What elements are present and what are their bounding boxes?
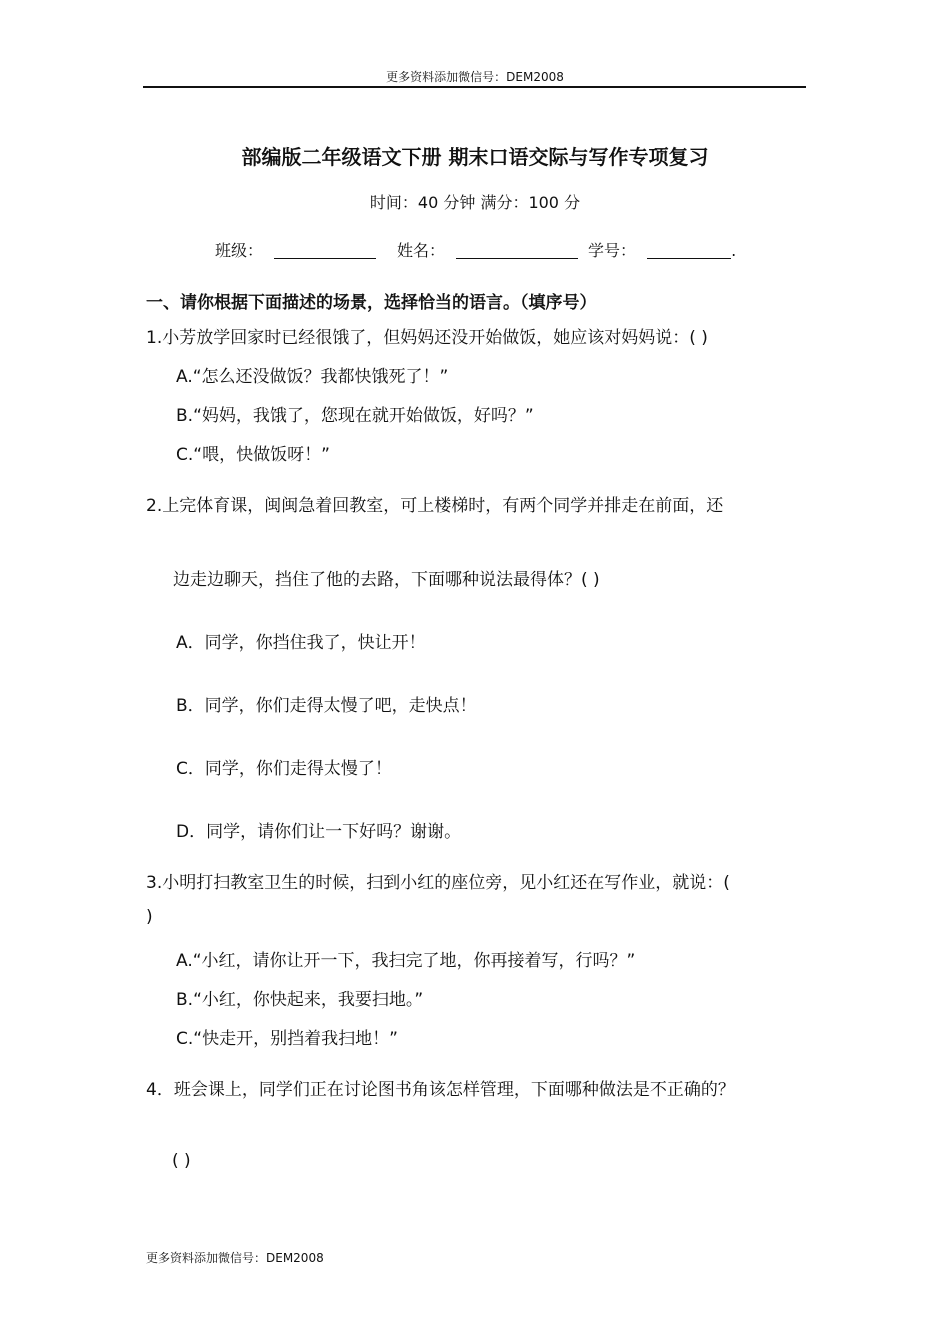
info-end-mark: . (731, 241, 737, 260)
student-info-id (588, 238, 736, 261)
question-4-answer-blank: ( ) (172, 1151, 191, 1171)
name-blank[interactable] (456, 242, 578, 259)
class-blank[interactable] (274, 242, 376, 259)
question-2-option-a: A．同学，你挡住我了，快让开！ (176, 633, 426, 653)
question-3-option-b: B.“小红，你快起来，我要扫地。” (176, 990, 424, 1010)
question-3-option-a: A.“小红，请你让开一下，我扫完了地，你再接着写，行吗？” (176, 951, 636, 971)
question-2-option-d: D．同学，请你们让一下好吗？谢谢。 (176, 822, 462, 842)
question-4-stem: 4．班会课上，同学们正在讨论图书角该怎样管理，下面哪种做法是不正确的？ (146, 1080, 735, 1100)
question-1-option-b: B.“妈妈，我饿了，您现在就开始做饭，好吗？” (176, 406, 534, 426)
exam-time-score: 时间：40 分钟 满分：100 分 (369, 193, 581, 212)
question-3-option-c: C.“快走开，别挡着我扫地！” (176, 1029, 398, 1049)
section-1-title: 一、请你根据下面描述的场景，选择恰当的语言。（填序号） (146, 293, 597, 313)
question-2-option-b: B．同学，你们走得太慢了吧，走快点！ (176, 696, 477, 716)
class-label: 班级： (215, 241, 264, 260)
page-header: 更多资料添加微信号：DEM2008 (386, 70, 564, 84)
question-2-stem-line-1: 2.上完体育课，闽闽急着回教室，可上楼梯时，有两个同学并排走在前面，还 (146, 496, 724, 516)
question-2-option-c: C．同学，你们走得太慢了！ (176, 759, 392, 779)
question-2-stem-line-2: 边走边聊天，挡住了他的去路，下面哪种说法最得体？( ) (173, 570, 600, 590)
header-rule (143, 86, 806, 88)
question-3-stem-line-1: 3.小明打扫教室卫生的时候，扫到小红的座位旁，见小红还在写作业，就说：( (146, 873, 730, 893)
question-1-option-c: C.“喂，快做饭呀！” (176, 445, 330, 465)
question-1-option-a: A.“怎么还没做饭？我都快饿死了！” (176, 367, 449, 387)
student-info-class (215, 238, 376, 261)
question-1-stem: 1.小芳放学回家时已经很饿了，但妈妈还没开始做饭，她应该对妈妈说：( ) (146, 328, 708, 348)
student-info-name (397, 238, 578, 261)
name-label: 姓名： (397, 241, 446, 260)
id-label: 学号： (588, 241, 637, 260)
question-3-stem-line-2: ) (146, 907, 153, 927)
id-blank[interactable] (647, 242, 731, 259)
document-title: 部编版二年级语文下册 期末口语交际与写作专项复习 (241, 145, 709, 169)
page-footer: 更多资料添加微信号：DEM2008 (146, 1251, 324, 1265)
